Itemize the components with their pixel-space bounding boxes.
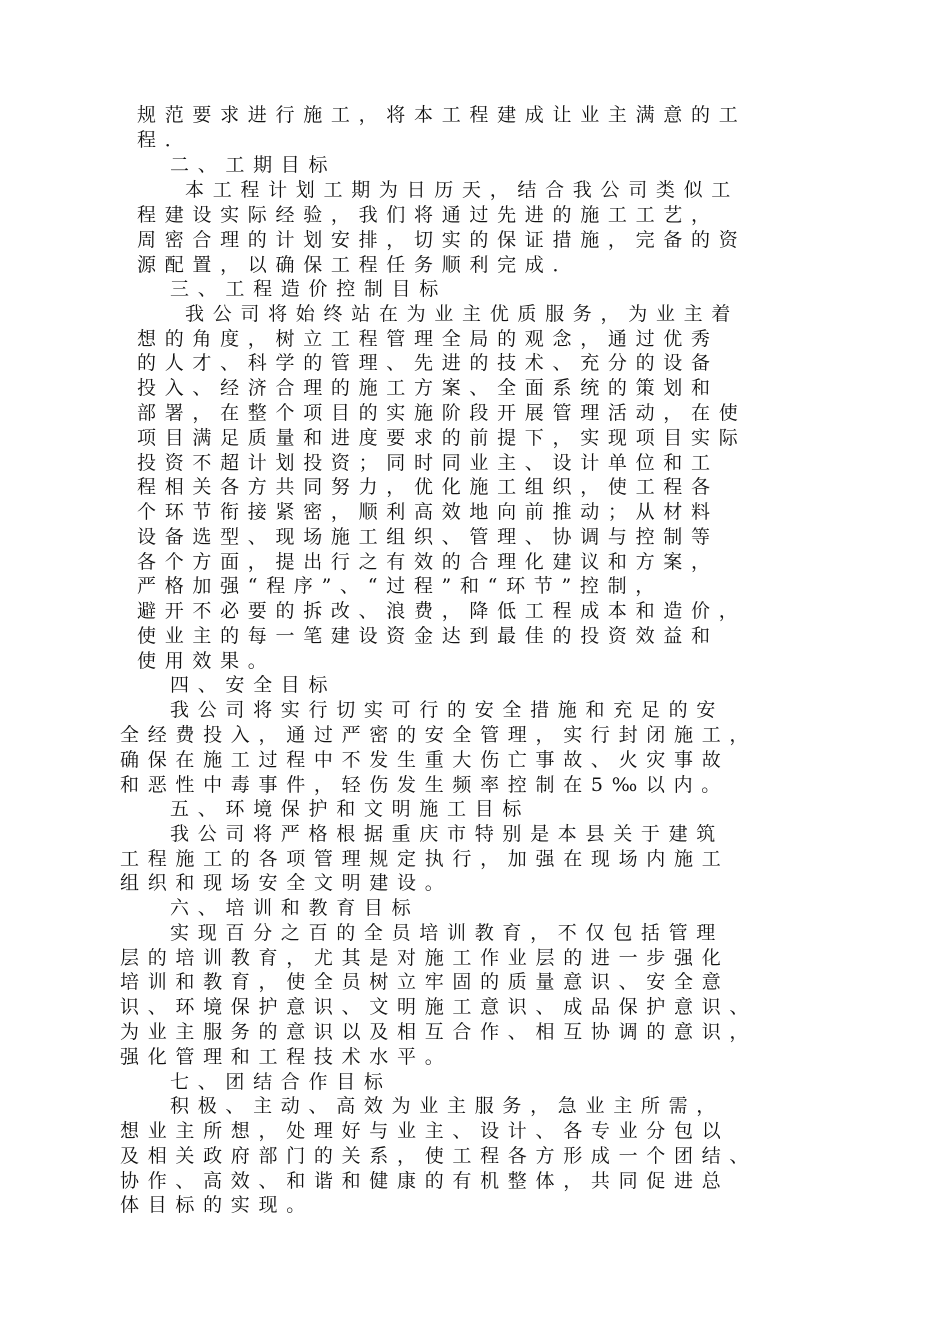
text-line: 程建设实际经验，我们将通过先进的施工工艺， [137,204,719,226]
text-line: 程相关各方共同努力，优化施工组织，使工程各 [137,476,719,498]
text-line: 设备选型、现场施工组织、管理、协调与控制等 [137,526,719,548]
section-heading: 七、团结合作目标 [170,1071,392,1093]
text-line: 避开不必要的拆改、浪费，降低工程成本和造价， [137,600,747,622]
text-line: 积极、主动、高效为业主服务，急业主所需， [170,1095,725,1117]
text-line: 个环节衔接紧密，顺利高效地向前推动；从材料 [137,501,719,523]
text-line: 源配置，以确保工程任务顺利完成． [137,254,581,276]
text-line: 想业主所想，处理好与业主、设计、各专业分包以 [120,1120,730,1142]
text-line: 协作、高效、和谐和健康的有机整体，共同促进总 [120,1170,730,1192]
section-heading: 六、培训和教育目标 [170,897,420,919]
text-line: 的人才、科学的管理、先进的技术、充分的设备 [137,352,719,374]
text-line: 程． [137,129,193,151]
text-line: 实现百分之百的全员培训教育，不仅包括管理 [170,922,725,944]
section-heading: 五、环境保护和文明施工目标 [170,798,531,820]
text-line: 使业主的每一笔建设资金达到最佳的投资效益和 [137,625,719,647]
text-line: 严格加强“程序”、“过程”和“环节”控制， [137,575,663,597]
text-line: 使用效果。 [137,650,276,672]
text-line: 部署，在整个项目的实施阶段开展管理活动，在使 [137,402,747,424]
text-line: 想的角度，树立工程管理全局的观念，通过优秀 [137,328,719,350]
section-heading: 四、安全目标 [170,674,337,696]
text-line: 及相关政府部门的关系，使工程各方形成一个团结、 [120,1145,758,1167]
text-line: 和恶性中毒事件，轻伤发生频率控制在5‰以内。 [120,774,729,796]
text-line: 全经费投入，通过严密的安全管理，实行封闭施工， [120,724,758,746]
text-line: 规范要求进行施工，将本工程建成让业主满意的工 [137,104,747,126]
text-line: 我公司将严格根据重庆市特别是本县关于建筑 [170,823,725,845]
text-line: 体目标的实现。 [120,1194,314,1216]
text-line: 本工程计划工期为日历天，结合我公司类似工 [185,179,740,201]
text-line: 我公司将始终站在为业主优质服务，为业主着 [185,303,740,325]
text-line: 层的培训教育，尤其是对施工作业层的进一步强化 [120,947,730,969]
text-line: 投入、经济合理的施工方案、全面系统的策划和 [137,377,719,399]
section-heading: 二、工期目标 [170,154,337,176]
text-line: 确保在施工过程中不发生重大伤亡事故、火灾事故 [120,749,730,771]
text-line: 周密合理的计划安排，切实的保证措施，完备的资 [137,229,747,251]
text-line: 工程施工的各项管理规定执行，加强在现场内施工 [120,848,730,870]
text-line: 培训和教育，使全员树立牢固的质量意识、安全意 [120,971,730,993]
text-line: 投资不超计划投资；同时同业主、设计单位和工 [137,452,719,474]
text-line: 组织和现场安全文明建设。 [120,872,453,894]
section-heading: 三、工程造价控制目标 [170,278,448,300]
text-line: 为业主服务的意识以及相互合作、相互协调的意识， [120,1021,758,1043]
text-line: 强化管理和工程技术水平。 [120,1046,453,1068]
text-line: 各个方面，提出行之有效的合理化建议和方案， [137,551,719,573]
text-line: 识、环境保护意识、文明施工意识、成品保护意识、 [120,996,758,1018]
text-line: 我公司将实行切实可行的安全措施和充足的安 [170,699,725,721]
text-line: 项目满足质量和进度要求的前提下，实现项目实际 [137,427,747,449]
